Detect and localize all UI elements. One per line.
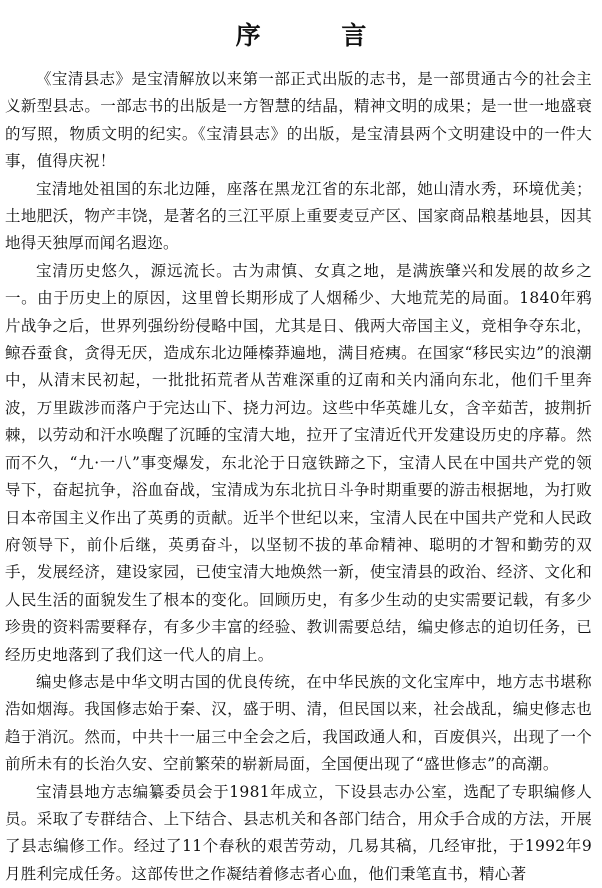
- paragraph-4: 编史修志是中华文明古国的优良传统，在中华民族的文化宝库中，地方志书堪称浩如烟海。我国修志始于秦、汉，盛于明、清，但民国以来，社会战乱，编史修志也趋于消沉。然而，中共十一届三中全会之后，我国政通人和，百废俱兴，出现了一个前所未有的长治久安、空前繁荣的崭新局面，全国便出现了“盛世修志”的高潮。: [5, 672, 592, 774]
- paragraph-3: 宝清历史悠久，源远流长。古为肃慎、女真之地，是满族肇兴和发展的故乡之一。由于历史上的原因，这里曾长期形成了人烟稀少、大地荒芜的局面。1840年鸦片战争之后，世界列强纷纷侵略中国，尤其是日、俄两大帝国主义，竞相争夺东北，鲸吞蚕食，贪得无厌，造成东北边陲榛莽遍地，满目疮痍。在国家“移民实边”的浪潮中，从清末民初起，一批批拓荒者从苦难深重的辽南和关内涌向东北，他们千里奔波，万里跋涉而落户于完达山下、挠力河边。这些中华英雄儿女，含辛茹苦，披荆折棘，以劳动和汗水唤醒了沉睡的宝清大地，拉开了宝清近代开发建设历史的序幕。然而不久，“九·一八”事变爆发，东北沦于日寇铁蹄之下，宝清人民在中国共产党的领导下，奋起抗争，浴血奋战，宝清成为东北抗日斗争时期重要的游击根据地，为打败日本帝国主义作出了英勇的贡献。近半个世纪以来，宝清人民在中国共产党和人民政府领导下，前仆后继，英勇奋斗，以坚韧不拔的革命精神、聪明的才智和勤劳的双手，发展经济，建设家园，已使宝清大地焕然一新，使宝清县的政治、经济、文化和人民生活的面貌发生了根本的变化。回顾历史，有多少生动的史实需要记载，有多少珍贵的资料需要释存，有多少丰富的经验、教训需要总结，编史修志的迫切任务，已经历史地落到了我们这一代人的肩上。: [5, 261, 592, 664]
- page-title: 序 言: [235, 21, 403, 50]
- preface-body: [5, 66, 592, 888]
- paragraph-2: 宝清地处祖国的东北边陲，座落在黑龙江省的东北部，她山清水秀，环境优美；土地肥沃，物产丰饶，是著名的三江平原上重要麦豆产区、国家商品粮基地县，因其地得天独厚而闻名遐迩。: [5, 179, 592, 253]
- paragraph-5: 宝清县地方志编纂委员会于1981年成立，下设县志办公室，选配了专职编修人员。采取了专群结合、上下结合、县志机关和各部门结合，用众手合成的方法，开展了县志编修工作。经过了11个春秋的艰苦劳动，几易其稿，几经审批，于1992年9月胜利完成任务。这部传世之作凝结着修志者心血，他们秉笔直书，精心著: [5, 782, 592, 883]
- paragraph-1: 《宝清县志》是宝清解放以来第一部正式出版的志书，是一部贯通古今的社会主义新型县志。一部志书的出版是一方智慧的结晶，精神文明的成果；是一世一地盛衰的写照，物质文明的纪实。《宝清县志》的出版，是宝清县两个文明建设中的一件大事，值得庆祝！: [5, 70, 592, 171]
